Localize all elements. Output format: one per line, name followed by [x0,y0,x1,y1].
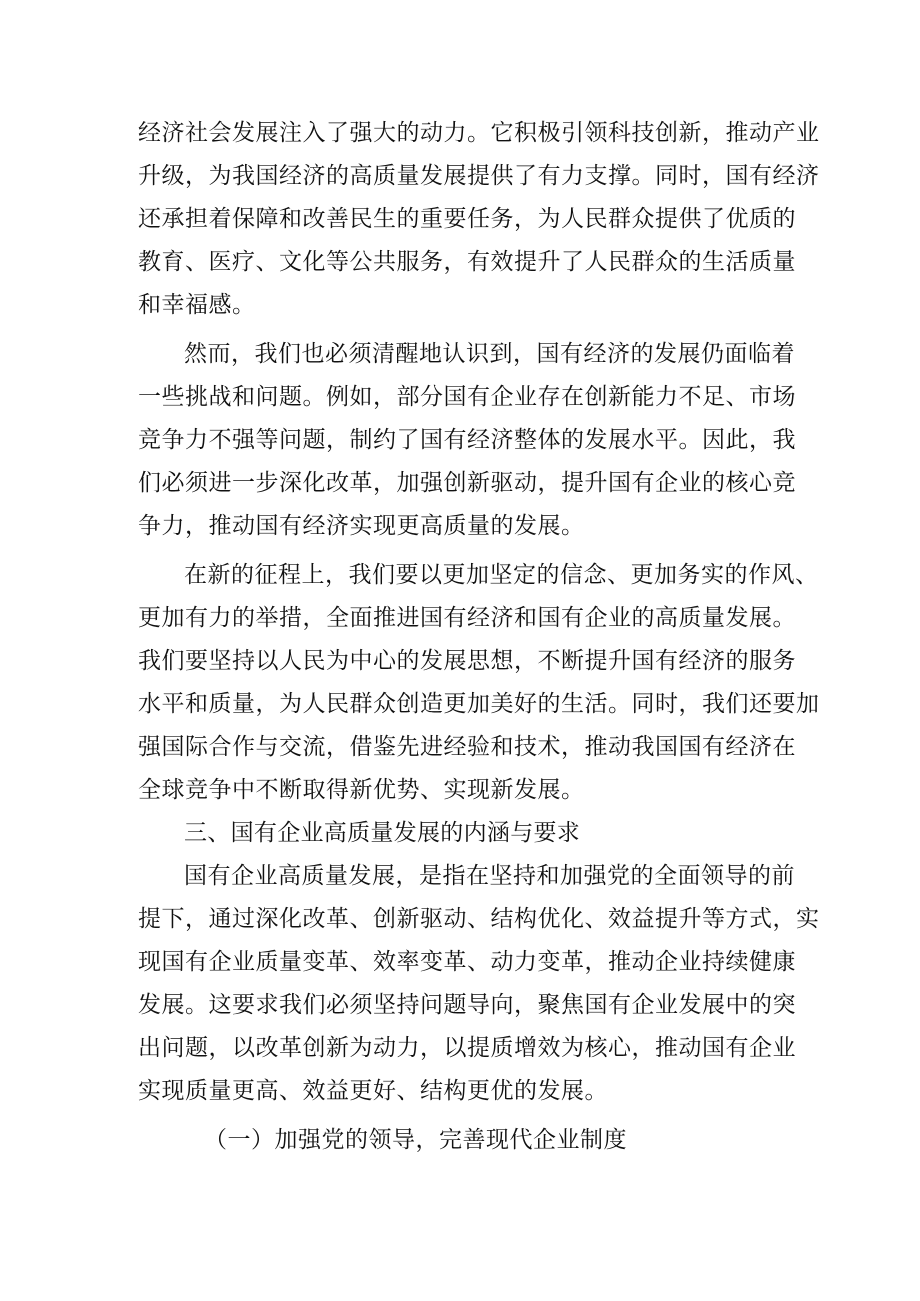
paragraph-1-line: 和幸福感。 [138,292,256,318]
paragraph-2-line: 竞争力不强等问题，制约了国有经济整体的发展水平。因此，我 [138,427,796,453]
paragraph-4-line: 提下，通过深化改革、创新驱动、结构优化、效益提升等方式，实 [138,906,820,932]
paragraph-2-line: 争力，推动国有经济实现更高质量的发展。 [138,513,585,539]
paragraph-3 [138,554,820,812]
paragraph-1-line: 升级，为我国经济的高质量发展提供了有力支撑。同时，国有经济 [138,163,820,189]
paragraph-2-line: 一些挑战和问题。例如，部分国有企业存在创新能力不足、市场 [138,384,796,410]
document-body [138,112,820,1162]
paragraph-2-line: 然而，我们也必须清醒地认识到，国有经济的发展仍面临着 [184,341,795,367]
paragraph-4-line: 发展。这要求我们必须坚持问题导向，聚焦国有企业发展中的突 [138,992,796,1018]
paragraph-4-line: 现国有企业质量变革、效率变革、动力变革，推动企业持续健康 [138,949,796,975]
paragraph-3-line: 水平和质量，为人民群众创造更加美好的生活。同时，我们还要加 [138,691,820,717]
paragraph-4 [138,855,820,1113]
paragraph-3-line: 我们要坚持以人民为中心的发展思想，不断提升国有经济的服务 [138,648,796,674]
paragraph-1-line: 还承担着保障和改善民生的重要任务，为人民群众提供了优质的 [138,206,796,232]
paragraph-1-line: 经济社会发展注入了强大的动力。它积极引领科技创新，推动产业 [138,120,820,146]
paragraph-4-line: 实现质量更高、效益更好、结构更优的发展。 [138,1078,608,1104]
paragraph-2-line: 们必须进一步深化改革，加强创新驱动，提升国有企业的核心竞 [138,470,796,496]
paragraph-3-line: 强国际合作与交流，借鉴先进经验和技术，推动我国国有经济在 [138,734,796,760]
paragraph-4-line: 国有企业高质量发展，是指在坚持和加强党的全面领导的前 [184,863,795,889]
paragraph-4-line: 出问题，以改革创新为动力，以提质增效为核心，推动国有企业 [138,1035,796,1061]
paragraph-2 [138,333,798,548]
paragraph-3-line: 全球竞争中不断取得新优势、实现新发展。 [138,777,585,803]
paragraph-3-line: 更加有力的举措，全面推进国有经济和国有企业的高质量发展。 [138,605,796,631]
paragraph-3-line: 在新的征程上，我们要以更加坚定的信念、更加务实的作风、 [184,562,819,588]
sub-heading: （一）加强党的领导，完善现代企业制度 [204,1127,627,1153]
paragraph-1-line: 教育、医疗、文化等公共服务，有效提升了人民群众的生活质量 [138,249,796,275]
paragraph-1 [138,112,820,327]
section-heading: 三、国有企业高质量发展的内涵与要求 [184,820,581,846]
